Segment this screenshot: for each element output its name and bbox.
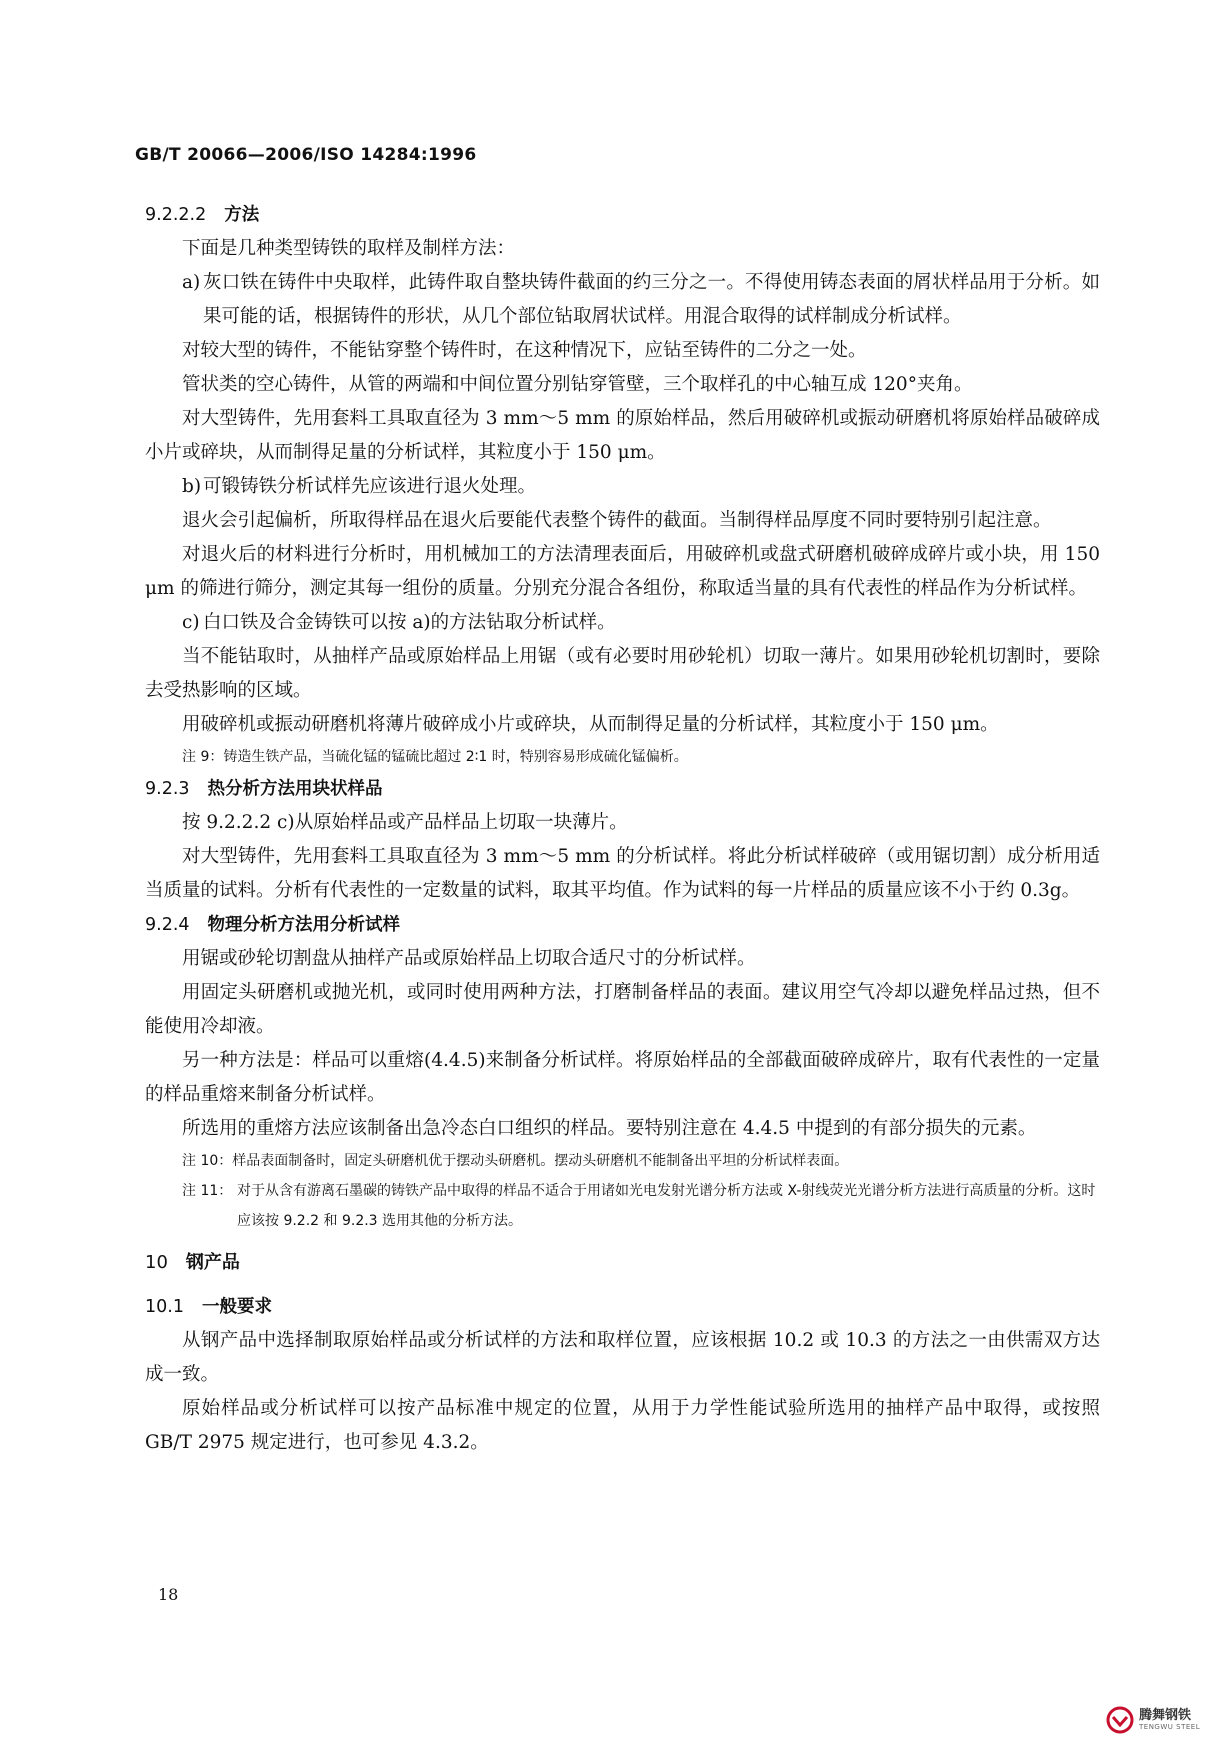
section-9-2-2-2-heading [145,198,1100,232]
section-title: 热分析方法用块状样品 [207,779,383,799]
section-number: 10.1 [145,1297,184,1317]
note-marker: 注 11： [182,1183,233,1199]
paragraph: 所选用的重熔方法应该制备出急冷态白口组织的样品。要特别注意在 4.4.5 中提到的有部分损失的元素。 [182,1118,1037,1139]
note-11 [145,1176,1100,1236]
list-item-b [145,470,1100,504]
paragraph: 对退火后的材料进行分析时，用机械加工的方法清理表面后，用破碎机或盘式研磨机破碎成碎片或小块，用 150 μm 的筛进行筛分，测定其每一组份的质量。分别充分混合各组份，称取适当量的具有代表性的样品作为分析试样。 [145,544,1100,599]
logo-text-en: TENGWU STEEL [1139,1723,1201,1731]
section-number: 9.2.4 [145,915,190,935]
paragraph: 用固定头研磨机或抛光机，或同时使用两种方法，打磨制备样品的表面。建议用空气冷却以避免样品过热，但不能使用冷却液。 [145,982,1100,1037]
paragraph: 另一种方法是：样品可以重熔(4.4.5)来制备分析试样。将原始样品的全部截面破碎成碎片，取有代表性的一定量的样品重熔来制备分析试样。 [145,1050,1100,1105]
note-9: 注 9：铸造生铁产品，当硫化锰的锰硫比超过 2∶1 时，特别容易形成硫化锰偏析。 [182,749,688,765]
section-title: 物理分析方法用分析试样 [207,915,401,935]
list-marker: a) [182,272,201,293]
list-text: 可锻铸铁分析试样先应该进行退火处理。 [203,476,537,497]
section-title: 一般要求 [201,1297,272,1317]
paragraph: 管状类的空心铸件，从管的两端和中间位置分别钻穿管壁，三个取样孔的中心轴互成 120°夹角。 [182,374,973,395]
paragraph: 对较大型的铸件，不能钻穿整个铸件时，在这种情况下，应钻至铸件的二分之一处。 [182,340,867,361]
list-marker: c) [182,612,200,633]
section-number: 9.2.3 [145,779,190,799]
list-text: 白口铁及合金铸铁可以按 a)的方法钻取分析试样。 [203,612,616,633]
paragraph: 用破碎机或振动研磨机将薄片破碎成小片或碎块，从而制得足量的分析试样，其粒度小于 150 μm。 [182,714,999,735]
list-text: 灰口铁在铸件中央取样，此铸件取自整块铸件截面的约三分之一。不得使用铸态表面的屑状样品用于分析。如果可能的话，根据铸件的形状，从几个部位钻取屑状试样。用混合取得的试样制成分析试样。 [203,272,1100,327]
logo-mark-icon [1105,1705,1135,1735]
logo-text [1139,1708,1200,1732]
paragraph: 从钢产品中选择制取原始样品或分析试样的方法和取样位置，应该根据 10.2 或 10.3 的方法之一由供需双方达成一致。 [145,1330,1100,1385]
paragraph: 下面是几种类型铸铁的取样及制样方法： [182,238,516,259]
section-number: 10 [145,1252,168,1273]
note-10: 注 10：样品表面制备时，固定头研磨机优于摆动头研磨机。摆动头研磨机不能制备出平坦的分析试样表面。 [182,1153,849,1169]
paragraph: 按 9.2.2.2 c)从原始样品或产品样品上切取一块薄片。 [182,812,628,833]
section-10-heading [145,1246,1100,1280]
section-9-2-4-heading [145,908,1100,942]
paragraph: 对大型铸件，先用套料工具取直径为 3 mm～5 mm 的分析试样。将此分析试样破碎（或用锯切割）成分析用适当质量的试料。分析有代表性的一定数量的试料，取其平均值。作为试料的每一片样品的质量应该不小于约 0.3g。 [145,846,1100,901]
logo-text-cn: 腾舞钢铁 [1139,1708,1192,1723]
paragraph: 用锯或砂轮切割盘从抽样产品或原始样品上切取合适尺寸的分析试样。 [182,948,756,969]
paragraph: 退火会引起偏析，所取得样品在退火后要能代表整个铸件的截面。当制得样品厚度不同时要特别引起注意。 [182,510,1052,531]
section-number: 9.2.2.2 [145,205,207,225]
document-header: GB/T 20066—2006/ISO 14284:1996 [135,145,477,165]
section-title: 方法 [224,205,260,225]
section-title: 钢产品 [185,1252,240,1273]
list-item-a [145,266,1100,334]
section-9-2-3-heading [145,772,1100,806]
paragraph: 对大型铸件，先用套料工具取直径为 3 mm～5 mm 的原始样品，然后用破碎机或振动研磨机将原始样品破碎成小片或碎块，从而制得足量的分析试样，其粒度小于 150 μm。 [145,408,1100,463]
paragraph: 当不能钻取时，从抽样产品或原始样品上用锯（或有必要时用砂轮机）切取一薄片。如果用砂轮机切割时，要除去受热影响的区域。 [145,646,1100,701]
note-text: 对于从含有游离石墨碳的铸铁产品中取得的样品不适合于用诸如光电发射光谱分析方法或 X-射线荧光光谱分析方法进行高质量的分析。这时应该按 9.2.2 和 9.2.3 选用其他的分析方法。 [237,1183,1096,1229]
paragraph: 原始样品或分析试样可以按产品标准中规定的位置，从用于力学性能试验所选用的抽样产品中取得，或按照 GB/T 2975 规定进行，也可参见 4.3.2。 [145,1398,1100,1453]
list-item-c [145,606,1100,640]
section-10-1-heading [145,1290,1100,1324]
page-number: 18 [158,1585,179,1604]
list-marker: b) [182,476,202,497]
document-body [145,198,1100,1460]
company-logo [1105,1702,1220,1738]
